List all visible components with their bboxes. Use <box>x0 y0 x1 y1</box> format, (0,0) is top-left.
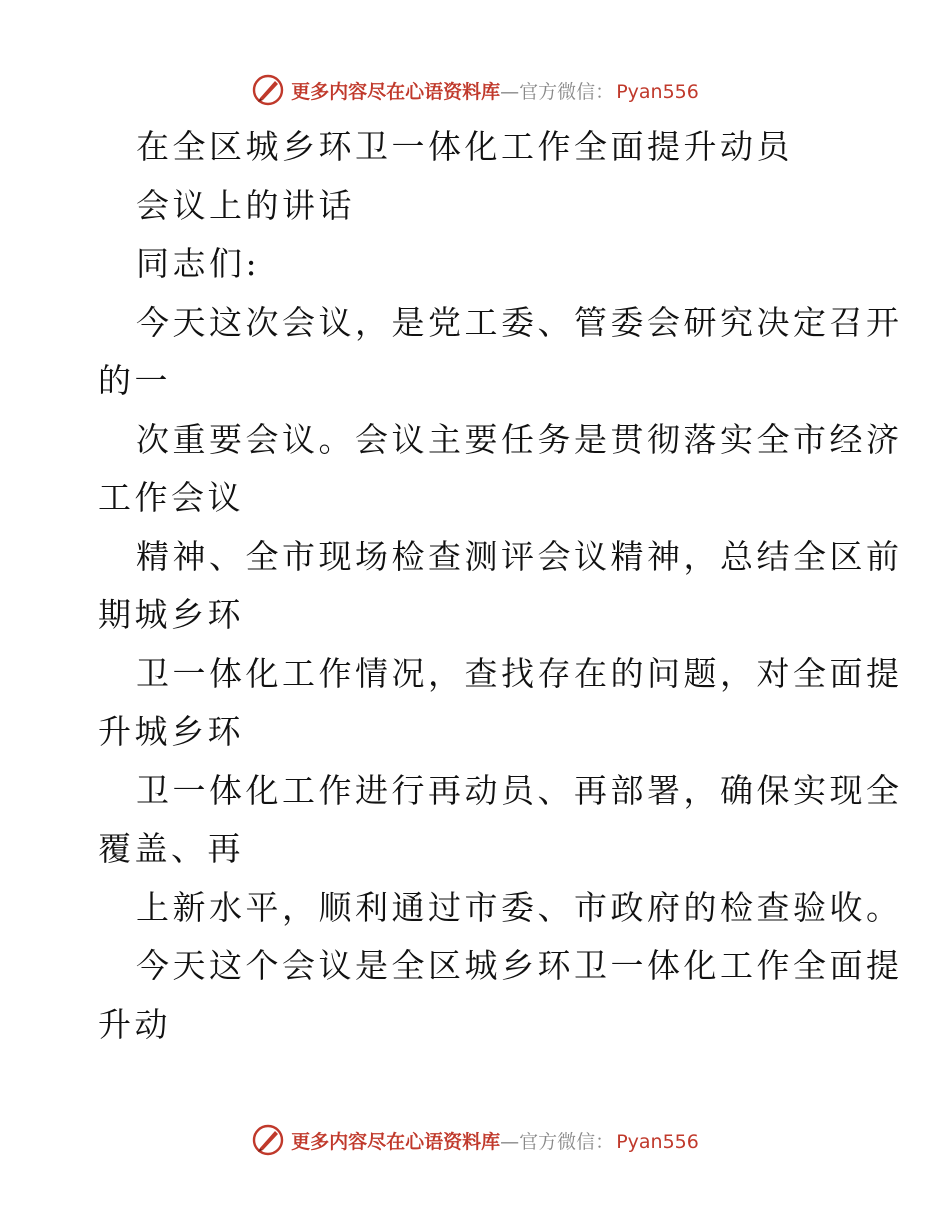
document-line: 升城乡环 <box>98 712 244 751</box>
header-watermark <box>0 70 950 110</box>
watermark-wechat-label: 官方微信： <box>519 1130 615 1153</box>
document-line: 卫一体化工作进行再动员、再部署，确保实现全 <box>136 770 903 810</box>
document-line: 上新水平，顺利通过市委、市政府的检查验收。 <box>136 887 903 927</box>
watermark-dash: — <box>500 80 520 103</box>
document-line: 工作会议 <box>98 478 244 517</box>
document-line: 在全区城乡环卫一体化工作全面提升动员 <box>136 127 793 166</box>
watermark-wechat-id: Pyan556 <box>616 1130 699 1153</box>
document-line: 次重要会议。会议主要任务是贯彻落实全市经济 <box>136 419 903 459</box>
document-line: 覆盖、再 <box>98 829 244 868</box>
document-line: 会议上的讲话 <box>136 185 355 225</box>
document-line: 升动 <box>98 1004 171 1044</box>
document-line: 期城乡环 <box>98 595 244 634</box>
document-body <box>98 118 903 1054</box>
watermark-dash: — <box>500 1130 520 1153</box>
document-line: 同志们: <box>136 244 261 283</box>
watermark-wechat-label: 官方微信： <box>519 80 615 103</box>
document-line: 卫一体化工作情况，查找存在的问题，对全面提 <box>136 653 903 693</box>
document-line: 今天这次会议，是党工委、管委会研究决定召开 <box>136 302 903 342</box>
document-line: 精神、全市现场检查测评会议精神，总结全区前 <box>136 536 903 576</box>
watermark-brand-text: 更多内容尽在心语资料库 <box>291 1130 501 1153</box>
quill-pen-icon <box>251 73 285 107</box>
watermark-wechat-id: Pyan556 <box>616 80 699 103</box>
quill-pen-icon <box>251 1123 285 1157</box>
watermark-brand-text: 更多内容尽在心语资料库 <box>291 80 501 103</box>
footer-watermark <box>0 1120 950 1160</box>
document-line: 今天这个会议是全区城乡环卫一体化工作全面提 <box>136 946 903 985</box>
document-line: 的一 <box>98 361 171 400</box>
